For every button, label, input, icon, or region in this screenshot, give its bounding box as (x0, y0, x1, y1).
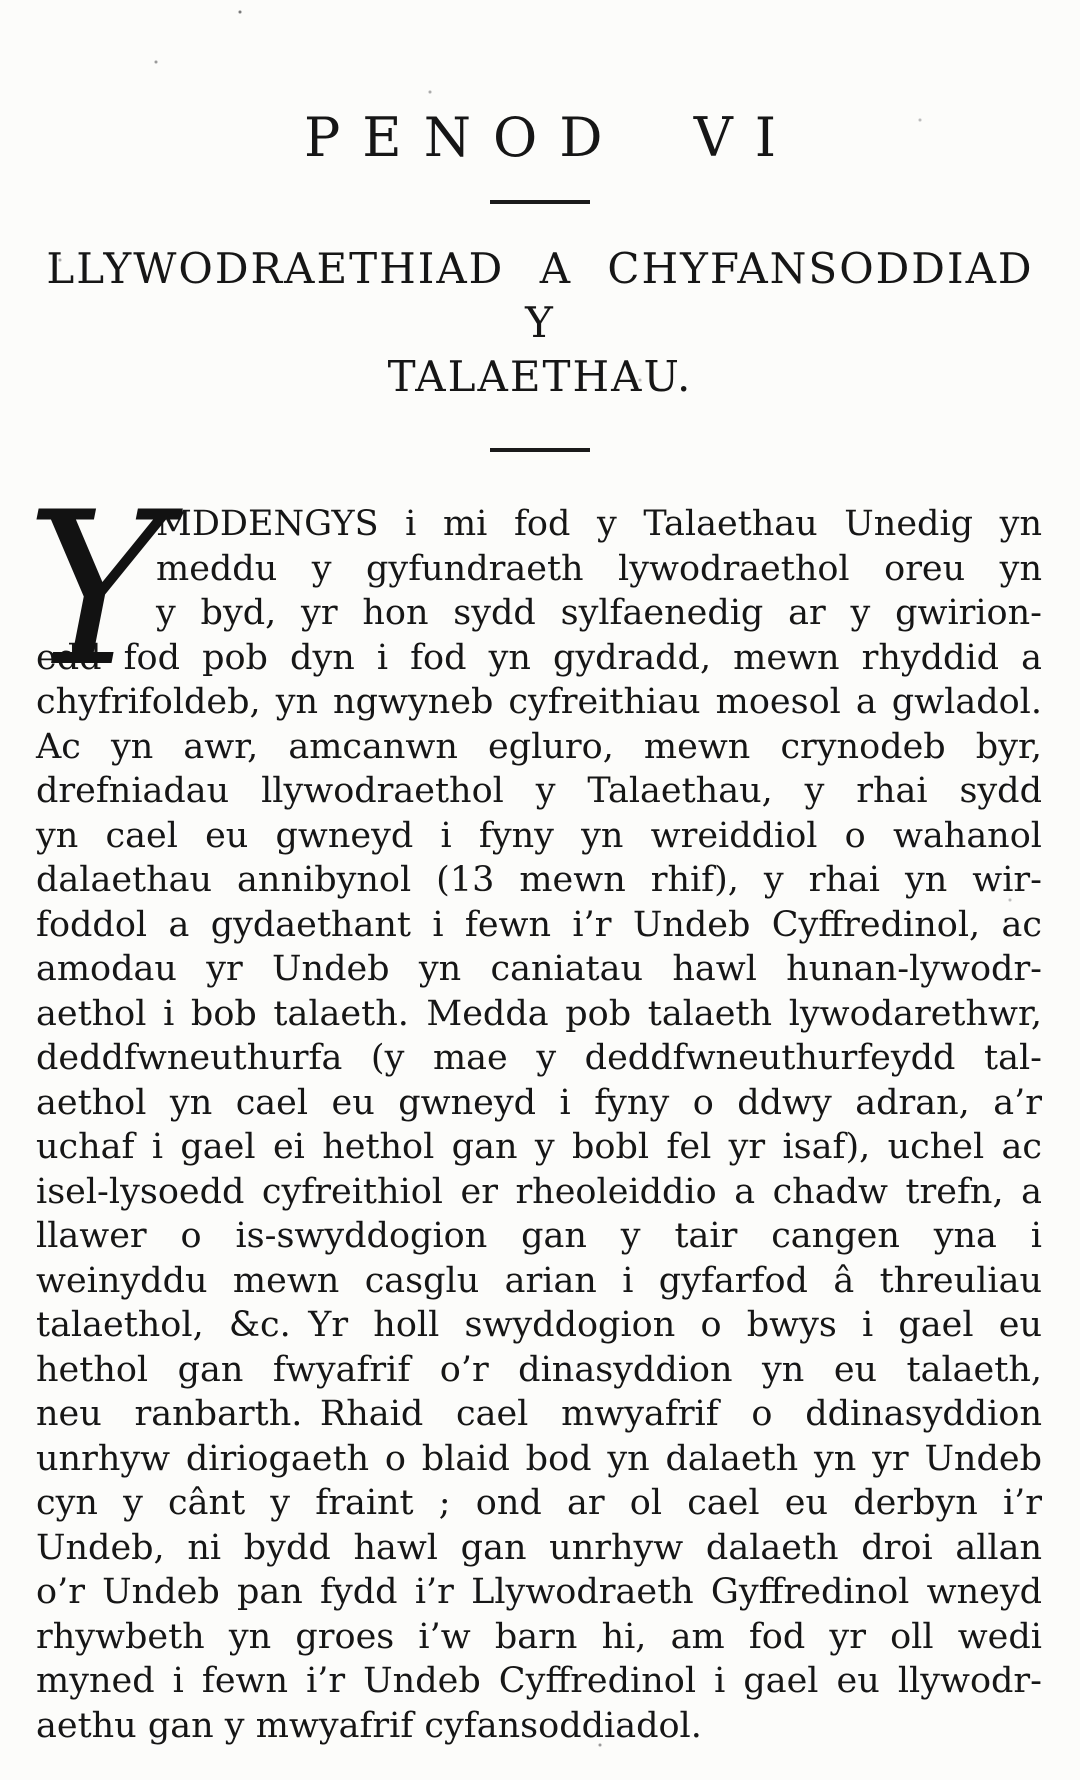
body-line: deddfwneuthurfa (y mae y deddfwneuthurfeydd tal- (36, 1038, 1042, 1078)
body-line: rhywbeth yn groes i’w barn hi, am fod yr oll wedi (36, 1616, 1042, 1657)
body-line: dalaethau annibynol (13 mewn rhif), y rhai yn wir- (36, 860, 1042, 900)
body-line: neu ranbarth. Rhaid cael mwyafrif o ddinasyddion (36, 1394, 1042, 1434)
body-line: cyn y cânt y fraint ; ond ar ol cael eu derbyn i’r (36, 1483, 1042, 1523)
body-line: myned i fewn i’r Undeb Cyffredinol i gael eu llywodr- (36, 1661, 1042, 1701)
drop-cap-initial: Y (26, 466, 166, 713)
body-line: foddol a gydaethant i fewn i’r Undeb Cyffredinol, ac (36, 904, 1042, 945)
body-line: MDDENGYS i mi fod y Talaethau Unedig yn (156, 504, 1042, 544)
body-line: amodau yr Undeb yn caniatau hawl hunan-lywodr- (36, 949, 1042, 989)
section-title (30, 242, 1050, 404)
divider-rule-bottom (490, 448, 590, 452)
body-line: meddu y gyfundraeth lywodraethol oreu yn (156, 548, 1042, 589)
chapter-heading: PENOD VI (303, 106, 799, 169)
body-line: y byd, yr hon sydd sylfaenedig ar y gwirion- (156, 593, 1042, 633)
divider-rule-top (490, 200, 590, 204)
body-line: isel-lysoedd cyfreithiol er rheoleiddio a chadw trefn, a (36, 1171, 1042, 1212)
body-line: Undeb, ni bydd hawl gan unrhyw dalaeth droi allan (36, 1527, 1042, 1568)
body-line: weinyddu mewn casglu arian i gyfarfod â threuliau (36, 1260, 1042, 1301)
body-line: chyfrifoldeb, yn ngwyneb cyfreithiau moesol a gwladol. (36, 682, 1042, 722)
section-title-line-2: TALAETHAU. (387, 352, 693, 401)
body-line: unrhyw diriogaeth o blaid bod yn dalaeth yn yr Undeb (36, 1438, 1042, 1479)
body-line: talaethol, &c. Yr holl swyddogion o bwys i gael eu (36, 1305, 1042, 1345)
body-line: aethu gan y mwyafrif cyfansoddiadol. (36, 1705, 702, 1746)
body-line: uchaf i gael ei hethol gan y bobl fel yr isaf), uchel ac (36, 1127, 1042, 1167)
body-line: yn cael eu gwneyd i fyny yn wreiddiol o wahanol (36, 815, 1042, 856)
body-line: aethol i bob talaeth. Medda pob talaeth lywodarethwr, (36, 993, 1042, 1034)
body-line: hethol gan fwyafrif o’r dinasyddion yn eu talaeth, (36, 1349, 1042, 1390)
body-line: drefniadau llywodraethol y Talaethau, y rhai sydd (36, 771, 1042, 811)
body-line: o’r Undeb pan fydd i’r Llywodraeth Gyffredinol wneyd (36, 1572, 1042, 1612)
body-line: edd fod pob dyn i fod yn gydradd, mewn rhyddid a (36, 637, 1042, 678)
section-title-line-1: LLYWODRAETHIAD A CHYFANSODDIAD Y (46, 244, 1034, 347)
paragraph (26, 466, 1042, 1748)
body-line: Ac yn awr, amcanwn egluro, mewn crynodeb byr, (36, 726, 1042, 767)
body-line: aethol yn cael eu gwneyd i fyny o ddwy adran, a’r (36, 1082, 1042, 1123)
body-line: llawer o is-swyddogion gan y tair cangen yna i (36, 1216, 1042, 1256)
